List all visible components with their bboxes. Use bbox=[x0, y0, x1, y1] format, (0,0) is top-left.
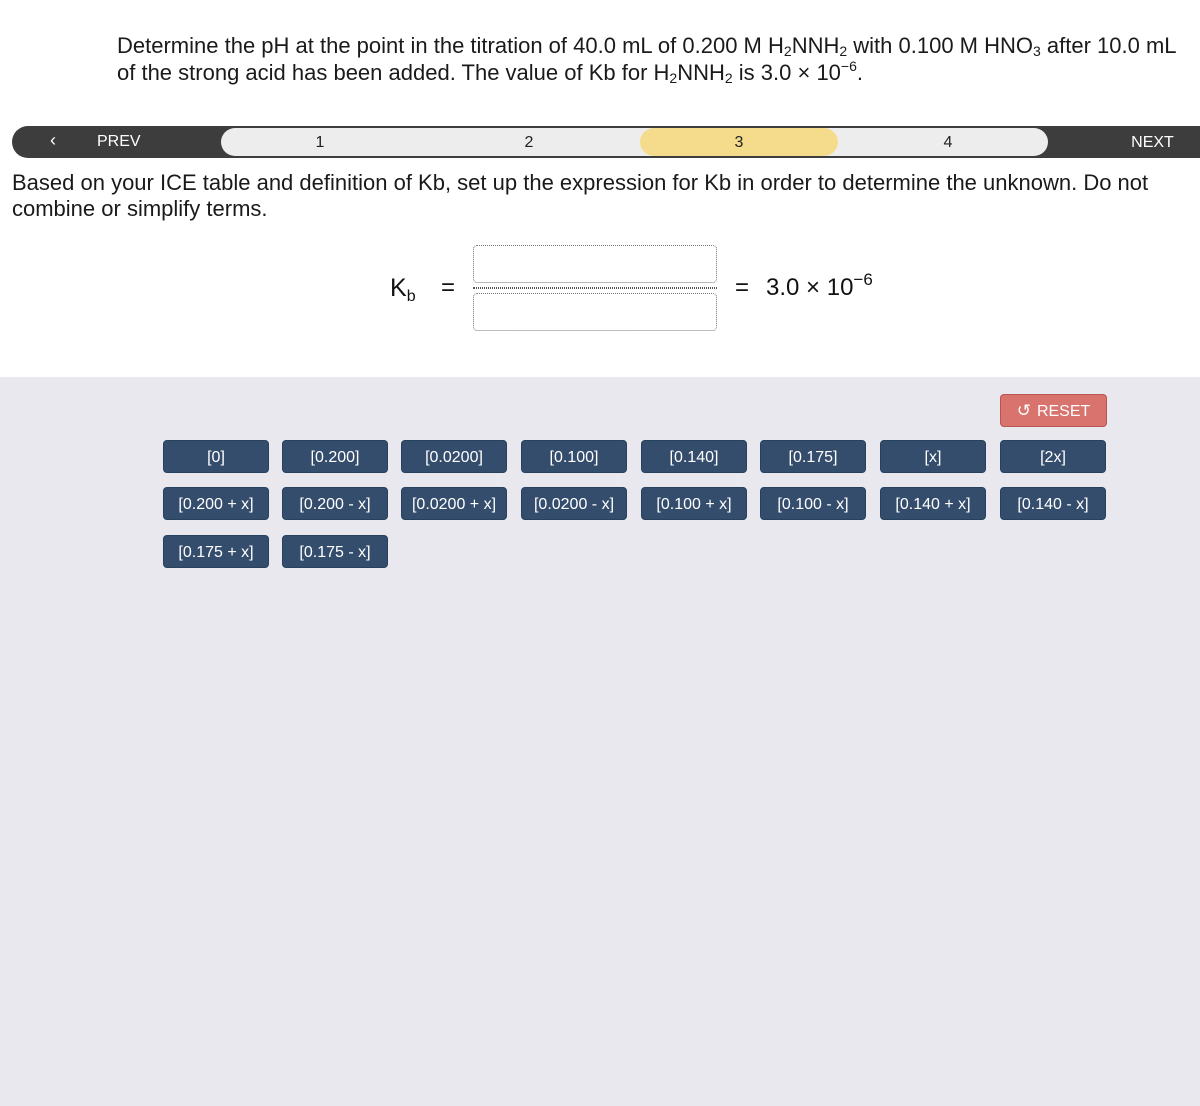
equals-sign: = bbox=[441, 274, 456, 301]
answer-tile[interactable]: [0.140] bbox=[641, 440, 747, 473]
answer-tile[interactable]: [x] bbox=[880, 440, 986, 473]
answer-tile[interactable]: [0.175 + x] bbox=[163, 535, 269, 568]
step-track bbox=[221, 128, 1048, 156]
numerator-drop-zone[interactable] bbox=[473, 245, 717, 283]
answer-tile[interactable]: [0.100] bbox=[521, 440, 627, 473]
prev-button[interactable]: ‹ PREV bbox=[50, 130, 141, 150]
kb-value: $3.0 \times 10^{-6}$ bbox=[766, 270, 873, 301]
equals-sign: = bbox=[735, 274, 750, 301]
answer-tile[interactable]: [0.200] bbox=[282, 440, 388, 473]
step-1[interactable]: 1 bbox=[315, 134, 325, 151]
denominator-drop-zone[interactable] bbox=[473, 293, 717, 331]
answer-tile[interactable]: [0] bbox=[163, 440, 269, 473]
answer-tile[interactable]: [0.140 + x] bbox=[880, 487, 986, 520]
step-2[interactable]: 2 bbox=[524, 134, 534, 151]
fraction-bar bbox=[473, 287, 717, 289]
answer-tile[interactable]: [0.100 + x] bbox=[641, 487, 747, 520]
reset-button[interactable]: ↺ RESET bbox=[1000, 394, 1107, 427]
next-button[interactable]: NEXT bbox=[1131, 134, 1174, 151]
answer-tile[interactable]: [0.140 - x] bbox=[1000, 487, 1106, 520]
answer-tile[interactable]: [0.175] bbox=[760, 440, 866, 473]
answer-tile[interactable]: [0.0200] bbox=[401, 440, 507, 473]
undo-icon: ↺ bbox=[1016, 401, 1031, 420]
answer-tile[interactable]: [0.175 - x] bbox=[282, 535, 388, 568]
step-3-current[interactable]: 3 bbox=[640, 128, 838, 156]
kb-symbol: $K_b$ bbox=[390, 274, 416, 305]
answer-tile[interactable]: [0.200 - x] bbox=[282, 487, 388, 520]
chevron-left-icon: ‹ bbox=[50, 130, 56, 150]
step-4[interactable]: 4 bbox=[943, 134, 953, 151]
instructions-text: Based on your ICE table and definition of Kb, set up the expression for Kb in order to determine the unknown. Do not combine or simplify terms. bbox=[12, 170, 1149, 221]
question-text: Determine the pH at the point in the titration of 40.0 mL of 0.200 M $H_2NNH_2$ with 0.100 M $HNO_3$ after 10.0 mL of the strong acid has been added. The value of Kb for $H_2NNH_2$ is $3.0 \times 10^{-6}$. bbox=[117, 33, 1176, 86]
answer-tile[interactable]: [0.0200 + x] bbox=[401, 487, 507, 520]
answer-tile[interactable]: [0.0200 - x] bbox=[521, 487, 627, 520]
answer-tile[interactable]: [0.100 - x] bbox=[760, 487, 866, 520]
answer-tile[interactable]: [0.200 + x] bbox=[163, 487, 269, 520]
answer-tile[interactable]: [2x] bbox=[1000, 440, 1106, 473]
